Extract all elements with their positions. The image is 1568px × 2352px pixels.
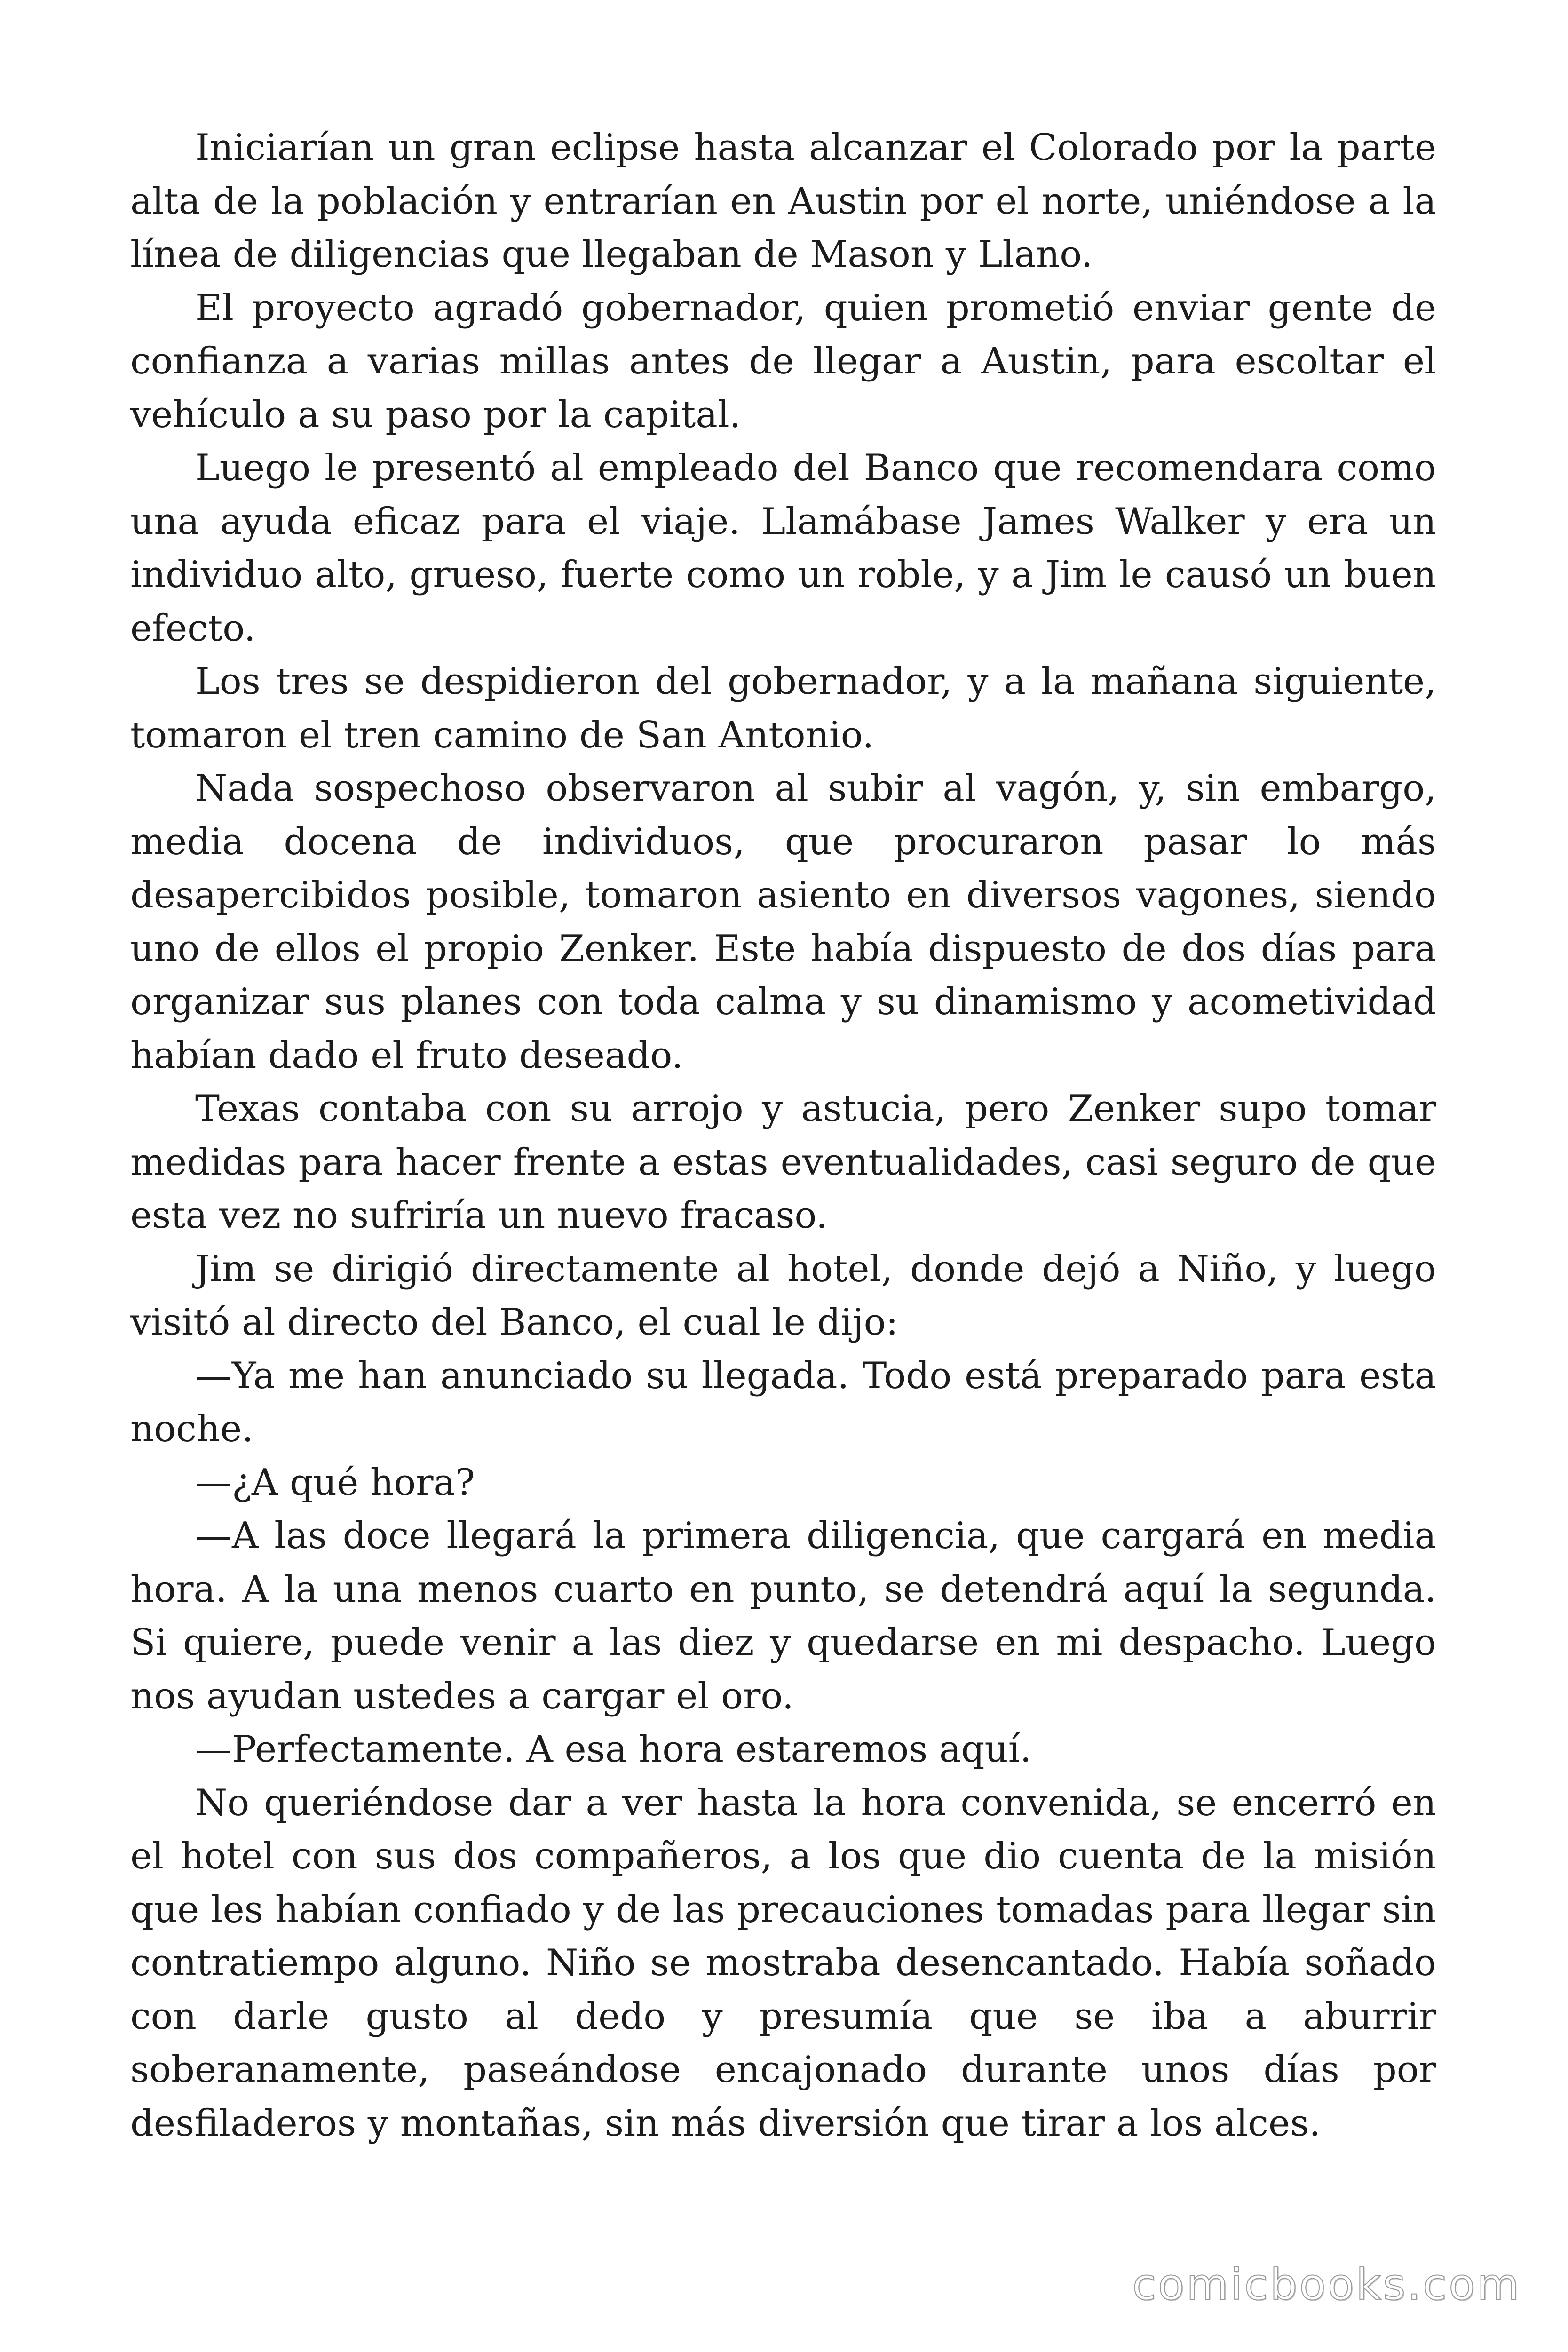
book-page-text xyxy=(130,121,1436,2150)
paragraph: Luego le presentó al empleado del Banco que recomendara como una ayuda eficaz para el viaje. Llamábase James Walker y era un individuo alto, grueso, fuerte como un roble, y a Jim le causó un buen efecto. xyxy=(130,447,1436,650)
dialogue-line: —Perfectamente. A esa hora estaremos aquí. xyxy=(195,1728,1032,1771)
paragraph: Texas contaba con su arrojo y astucia, pero Zenker supo tomar medidas para hacer frente a estas eventualidades, casi seguro de que esta vez no sufriría un nuevo fracaso. xyxy=(130,1088,1436,1237)
paragraph: Nada sospechoso observaron al subir al vagón, y, sin embargo, media docena de individuos, que procuraron pasar lo más desapercibidos posible, tomaron asiento en diversos vagones, siendo uno de ellos el propio Zenker. Este había dispuesto de dos días para organizar sus planes con toda calma y su dinamismo y acometividad habían dado el fruto deseado. xyxy=(130,767,1436,1077)
paragraph: El proyecto agradó gobernador, quien prometió enviar gente de confianza a varias millas antes de llegar a Austin, para escoltar el vehículo a su paso por la capital. xyxy=(130,286,1436,436)
watermark: comicbooks.com xyxy=(1132,2259,1521,2310)
dialogue-line: —Ya me han anunciado su llegada. Todo está preparado para esta noche. xyxy=(130,1354,1436,1450)
dialogue-line: —A las doce llegará la primera diligencia, que cargará en media hora. A la una menos cuarto en punto, se detendrá aquí la segunda. Si quiere, puede venir a las diez y quedarse en mi despacho. Luego nos ayudan ustedes a cargar el oro. xyxy=(130,1515,1436,1717)
paragraph: Los tres se despidieron del gobernador, y a la mañana siguiente, tomaron el tren camino de San Antonio. xyxy=(130,660,1436,756)
paragraph: No queriéndose dar a ver hasta la hora convenida, se encerró en el hotel con sus dos compañeros, a los que dio cuenta de la misión que les habían confiado y de las precauciones tomadas para llegar sin contratiempo alguno. Niño se mostraba desencantado. Había soñado con darle gusto al dedo y presumía que se iba a aburrir soberanamente, paseándose encajonado durante unos días por desfiladeros y montañas, sin más diversión que tirar a los alces. xyxy=(130,1781,1436,2145)
paragraph: Jim se dirigió directamente al hotel, donde dejó a Niño, y luego visitó al directo del Banco, el cual le dijo: xyxy=(130,1248,1436,1343)
paragraph: Iniciarían un gran eclipse hasta alcanzar el Colorado por la parte alta de la población y entrarían en Austin por el norte, uniéndose a la línea de diligencias que llegaban de Mason y Llano. xyxy=(130,127,1436,276)
dialogue-line: —¿A qué hora? xyxy=(195,1461,475,1504)
